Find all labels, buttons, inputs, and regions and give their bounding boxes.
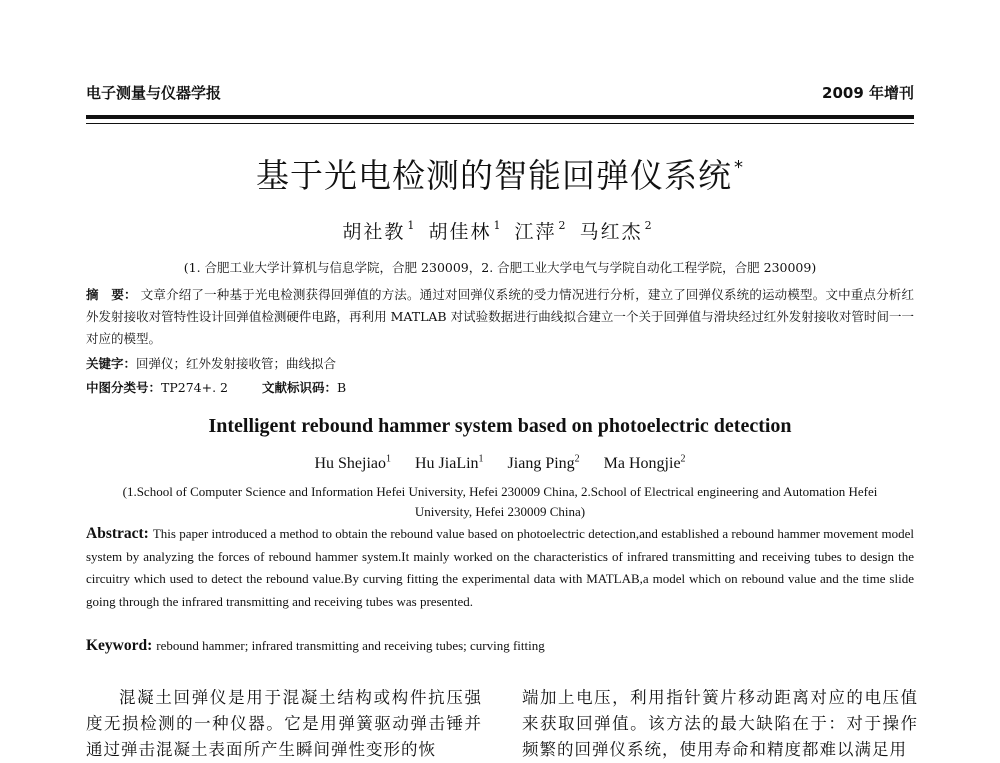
title-chinese-text: 基于光电检测的智能回弹仪系统 <box>256 156 732 195</box>
keywords-cn-text: 回弹仪；红外发射接收管；曲线拟合 <box>136 356 337 371</box>
author-cn-4: 马红杰 <box>579 221 643 243</box>
abstract-cn-label: 摘 要： <box>86 287 137 302</box>
author-cn-1: 胡社教 <box>342 221 406 243</box>
body-column-left: 混凝土回弹仪是用于混凝土结构或构件抗压强度无损检测的一种仪器。它是用弹簧驱动弹击锤并通过弹击混凝土表面所产生瞬间弹性变形的恢 <box>86 688 482 759</box>
affiliation-english: (1.School of Computer Science and Information Hefei University, Hefei 230009 China, 2.School of Electrical engineering and Automation Hefei University, Hefei 230009 China) <box>122 484 878 519</box>
abstract-cn-text: 文章介绍了一种基于光电检测获得回弹值的方法。通过对回弹仪系统的受力情况进行分析，建立了回弹仪系统的运动模型。文中重点分析红外发射接收对管特性设计回弹值检测硬件电路，再利用 MATLAB 对试验数据进行曲线拟合建立一个关于回弹值与滑块经过红外发射接收对管时间一一对应的模型。 <box>86 287 914 346</box>
author-cn-3-sup: 2 <box>558 219 566 232</box>
abstract-en-text: This paper introduced a method to obtain the rebound value based on photoelectric detection,and established a rebound hammer movement model system by analyzing the forces of rebound hammer system.It mainly worked on the characteristics of infrared transmitting and receiving tubes to design the circuitry which used to detect the rebound value.By curving fitting the experimental data with MATLAB,a model which on rebound value and the time slide going through the infrared transmitting and receiving tubes was presented. <box>86 526 914 609</box>
doc-code-label: 文献标识码： <box>262 380 338 395</box>
author-en-1: Hu Shejiao$^1$ <box>314 454 391 473</box>
abstract-english <box>86 523 914 613</box>
header-rule-thick <box>86 115 914 119</box>
title-footnote-mark: * <box>734 157 744 178</box>
doc-code-value: B <box>337 380 347 395</box>
authors-chinese <box>0 217 1000 244</box>
header-rule-thin <box>86 123 914 124</box>
author-cn-2: 胡佳林 <box>428 221 492 243</box>
keywords-en-text: rebound hammer; infrared transmitting and receiving tubes; curving fitting <box>156 638 545 653</box>
keywords-english <box>86 637 545 655</box>
journal-name: 电子测量与仪器学报 <box>86 84 222 102</box>
keywords-cn-label: 关键字： <box>86 356 137 371</box>
keywords-en-label: Keyword: <box>86 637 153 654</box>
author-cn-4-sup: 2 <box>644 219 652 232</box>
clc-value: TP274+. 2 <box>161 380 228 395</box>
author-en-2: Hu JiaLin$^1$ <box>415 454 484 473</box>
author-cn-2-sup: 1 <box>493 219 501 232</box>
title-english: Intelligent rebound hammer system based on photoelectric detection <box>208 415 792 437</box>
author-en-4: Ma Hongjie$^2$ <box>603 454 686 473</box>
abstract-en-label: Abstract: <box>86 525 149 542</box>
issue-info: 2009 年增刊 <box>822 84 914 102</box>
author-cn-3: 江萍 <box>514 221 557 243</box>
keywords-chinese <box>86 354 336 372</box>
title-chinese <box>0 150 1000 197</box>
author-cn-1-sup: 1 <box>407 219 415 232</box>
author-en-3: Jiang Ping$^2$ <box>507 454 580 473</box>
running-header <box>86 82 914 106</box>
classification-line <box>86 378 346 396</box>
abstract-chinese <box>86 284 914 350</box>
clc-label: 中图分类号： <box>86 380 162 395</box>
authors-english <box>0 454 1000 473</box>
body-column-right: 端加上电压，利用指针簧片移动距离对应的电压值来获取回弹值。该方法的最大缺陷在于：对于操作频繁的回弹仪系统，使用寿命和精度都难以满足用 <box>522 688 918 759</box>
affiliation-chinese: (1. 合肥工业大学计算机与信息学院，合肥 230009，2. 合肥工业大学电气与学院自动化工程学院，合肥 230009) <box>183 260 817 275</box>
